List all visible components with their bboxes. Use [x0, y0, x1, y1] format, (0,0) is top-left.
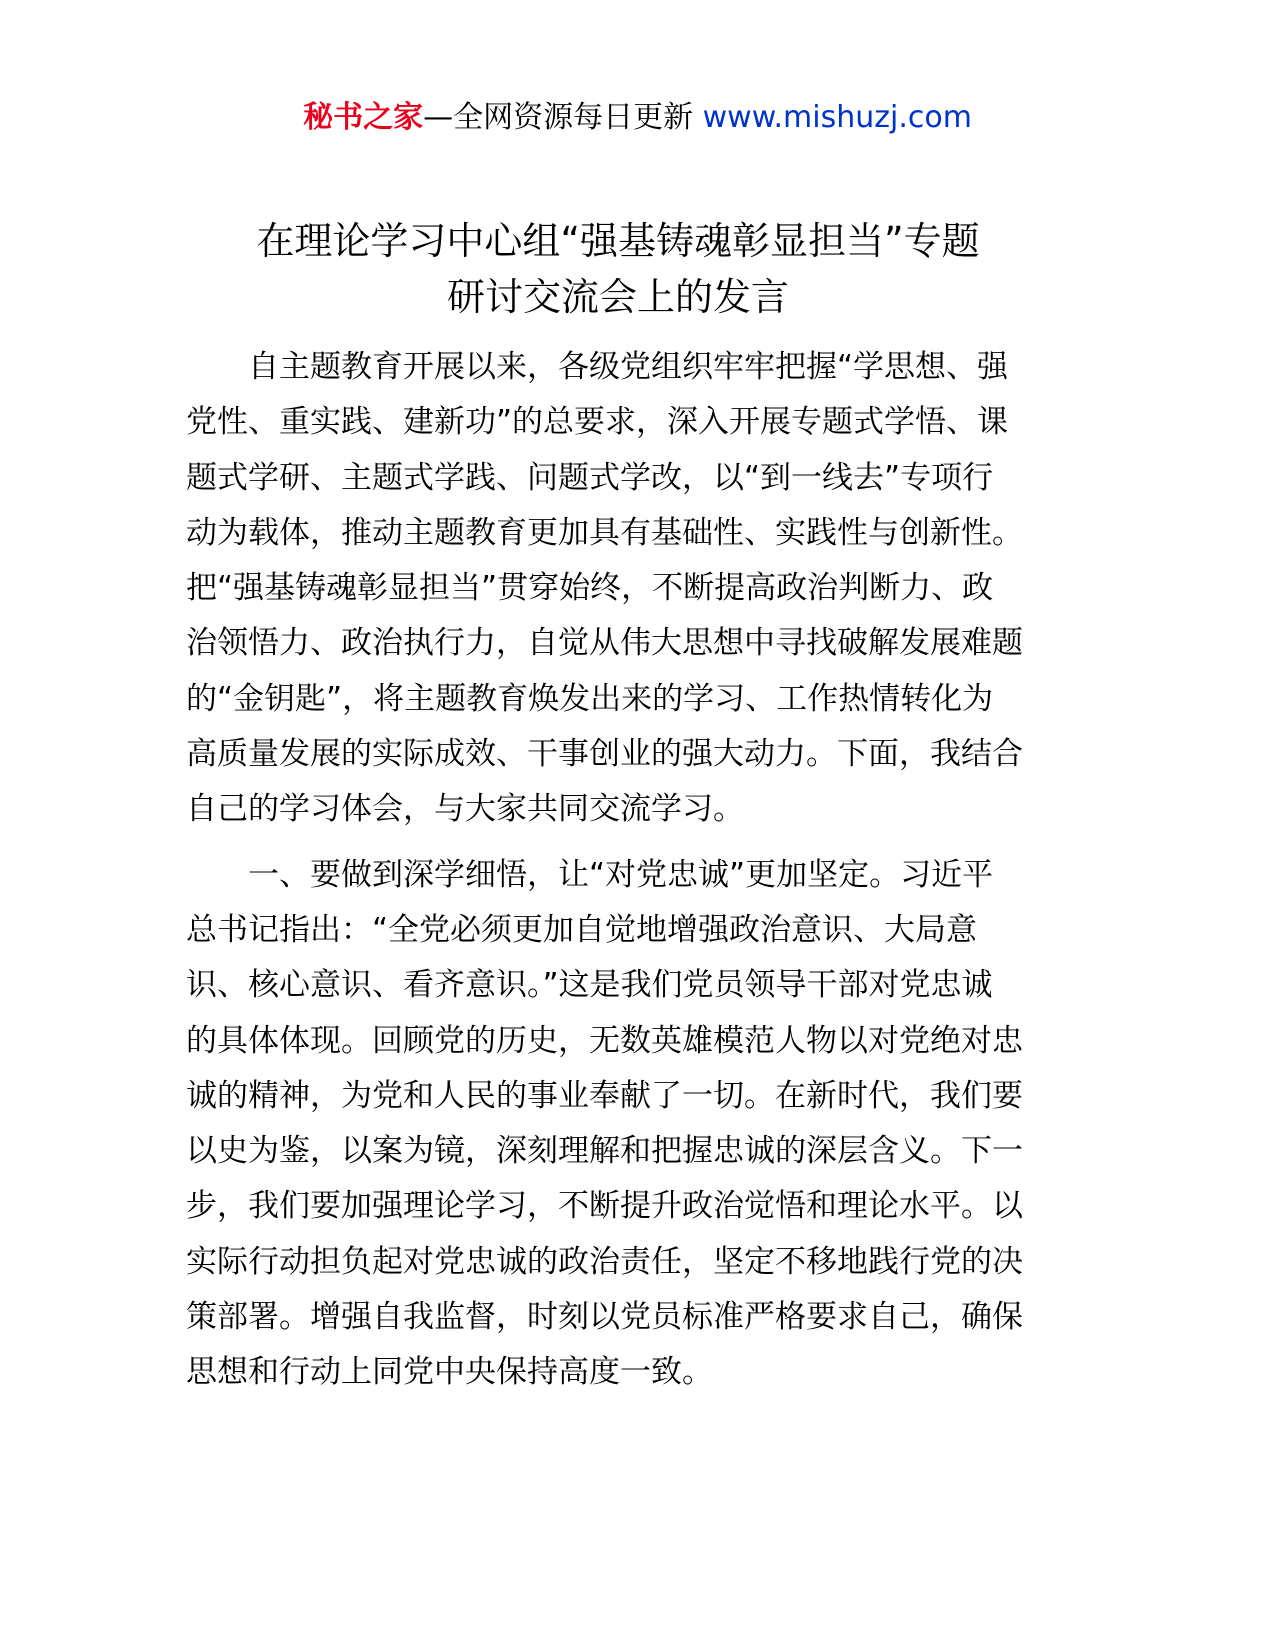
paragraph-line: 识、核心意识、看齐意识。”这是我们党员领导干部对党忠诚	[186, 967, 993, 1004]
paragraph-line: 把“强基铸魂彰显担当”贯穿始终，不断提高政治判断力、政	[186, 570, 994, 607]
paragraph-line: 实际行动担负起对党忠诚的政治责任，坚定不移地践行党的决	[186, 1243, 1023, 1280]
paragraph-line: 以史为鉴，以案为镜，深刻理解和把握忠诚的深层含义。下一	[186, 1133, 1023, 1170]
paragraph-line: 党性、重实践、建新功”的总要求，深入开展专题式学悟、课	[186, 404, 1009, 441]
paragraph-line: 动为载体，推动主题教育更加具有基础性、实践性与创新性。	[186, 514, 1023, 551]
paragraph-line: 诚的精神，为党和人民的事业奉献了一切。在新时代，我们要	[186, 1077, 1023, 1114]
paragraph-line: 策部署。增强自我监督，时刻以党员标准严格要求自己，确保	[186, 1299, 1023, 1336]
paragraph-line: 的“金钥匙”，将主题教育焕发出来的学习、工作热情转化为	[186, 680, 994, 717]
paragraph-line: 步，我们要加强理论学习，不断提升政治觉悟和理论水平。以	[186, 1188, 1023, 1225]
header-tagline: —全网资源每日更新	[423, 100, 694, 135]
paragraph-line: 思想和行动上同党中央保持高度一致。	[186, 1354, 713, 1391]
paragraph-line: 自主题教育开展以来，各级党组织牢牢把握“学思想、强	[248, 349, 1009, 385]
paragraph-intro	[186, 340, 1046, 838]
paragraph-line: 一、要做到深学细悟，让“对党忠诚”更加坚定。习近平	[248, 856, 994, 893]
title-line: 在理论学习中心组“强基铸魂彰显担当”专题	[256, 219, 980, 263]
paragraph-section-one	[186, 848, 1046, 1401]
header-url-link[interactable]: www.mishuzj.com	[702, 100, 972, 135]
paragraph-line: 高质量发展的实际成效、干事创业的强大动力。下面，我结合	[186, 736, 1023, 773]
paragraph-line: 自己的学习体会，与大家共同交流学习。	[186, 791, 744, 828]
paragraph-line: 总书记指出：“全党必须更加自觉地增强政治意识、大局意	[186, 911, 978, 948]
paragraph-line: 治领悟力、政治执行力，自觉从伟大思想中寻找破解发展难题	[186, 625, 1023, 662]
title-line: 研讨交流会上的发言	[446, 275, 789, 319]
document-body	[186, 340, 1046, 1401]
brand-name: 秘书之家	[303, 100, 424, 135]
paragraph-line: 题式学研、主题式学践、问题式学改，以“到一线去”专项行	[186, 459, 994, 496]
paragraph-line: 的具体体现。回顾党的历史，无数英雄模范人物以对党绝对忠	[186, 1022, 1023, 1059]
page-header	[0, 96, 1275, 140]
document-title	[178, 213, 1058, 325]
